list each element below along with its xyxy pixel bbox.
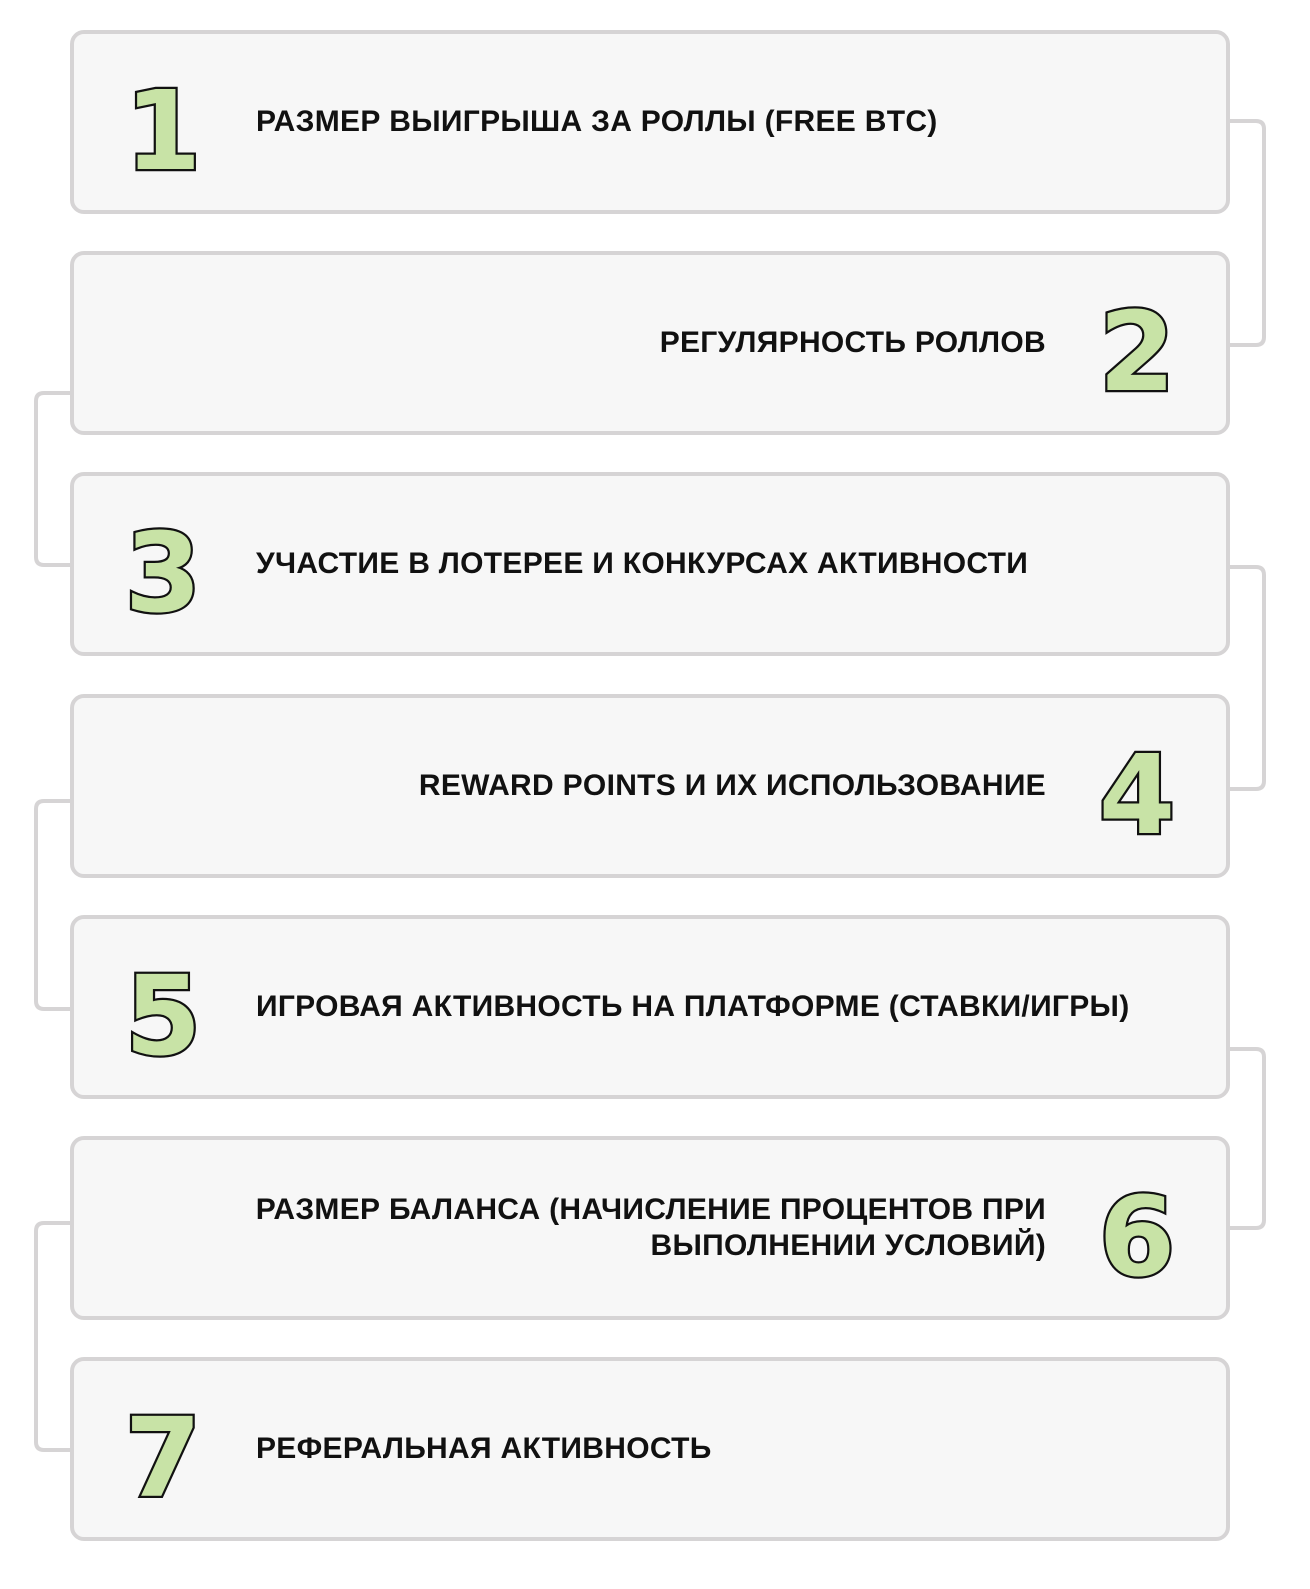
step-text-7: РЕФЕРАЛЬНАЯ АКТИВНОСТЬ [256,1432,712,1465]
connector-2-3 [36,393,70,565]
step-number-1 [98,34,228,210]
svg-text:3: 3 [124,509,202,637]
step-number-7 [98,1361,228,1537]
step-card-4 [70,694,1230,878]
connector-4-5 [36,801,70,1009]
step-card-1 [70,30,1230,214]
step-number-6 [1072,1140,1202,1316]
step-text-3: УЧАСТИЕ В ЛОТЕРЕЕ И КОНКУРСАХ АКТИВНОСТИ [256,547,1029,580]
step-text-4: REWARD POINTS И ИХ ИСПОЛЬЗОВАНИЕ [418,769,1046,802]
step-text-1: РАЗМЕР ВЫИГРЫША ЗА РОЛЛЫ (FREE BTC) [256,105,938,138]
step-card-2 [70,251,1230,435]
step-text-6: РАЗМЕР БАЛАНСА (НАЧИСЛЕНИЕ ПРОЦЕНТОВ ПРИ ВЫПОЛНЕНИИ УСЛОВИЙ) [255,1193,1046,1262]
connector-6-7 [36,1223,70,1450]
step-card-3 [70,472,1230,656]
step-text-5: ИГРОВАЯ АКТИВНОСТЬ НА ПЛАТФОРМЕ (СТАВКИ/ИГРЫ) [256,990,1130,1023]
connector-5-6 [1230,1049,1264,1228]
svg-text:5: 5 [124,952,202,1080]
step-card-7 [70,1357,1230,1541]
step-card-5 [70,915,1230,1099]
step-number-2 [1072,255,1202,431]
svg-text:4: 4 [1098,731,1176,859]
svg-text:7: 7 [124,1394,202,1522]
svg-text:2: 2 [1098,288,1176,416]
step-card-6 [70,1136,1230,1320]
connector-1-2 [1230,121,1264,345]
svg-text:6: 6 [1098,1173,1176,1301]
step-number-4 [1072,698,1202,874]
step-text-2: РЕГУЛЯРНОСТЬ РОЛЛОВ [659,326,1046,359]
step-number-5 [98,919,228,1095]
connector-3-4 [1230,567,1264,789]
step-number-3 [98,476,228,652]
svg-text:1: 1 [124,67,202,195]
